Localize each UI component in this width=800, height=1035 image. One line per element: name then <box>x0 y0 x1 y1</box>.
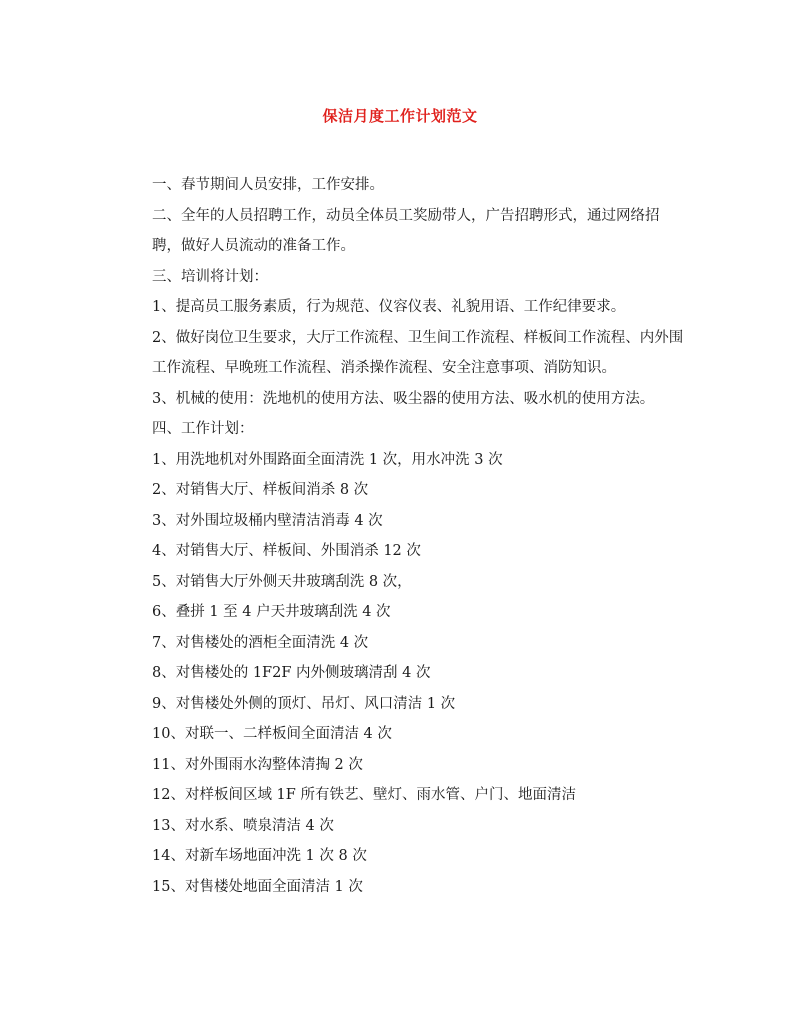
work-plan-item: 12、对样板间区域 1F 所有铁艺、壁灯、雨水管、户门、地面清洁 <box>152 787 576 803</box>
paragraph-training-2: 2、做好岗位卫生要求，大厅工作流程、卫生间工作流程、样板间工作流程、内外围工作流程、早晚班工作流程、消杀操作流程、安全注意事项、消防知识。 <box>152 329 684 376</box>
paragraph-recruitment: 二、全年的人员招聘工作，动员全体员工奖励带人，广告招聘形式，通过网络招聘，做好人员流动的准备工作。 <box>152 207 660 254</box>
paragraph-work-plan-heading: 四、工作计划： <box>152 421 254 437</box>
work-plan-item: 11、对外围雨水沟整体清掏 2 次 <box>152 756 363 773</box>
work-plan-item: 10、对联一、二样板间全面清洁 4 次 <box>152 726 392 742</box>
work-plan-item: 15、对售楼处地面全面清洁 1 次 <box>152 878 363 895</box>
work-plan-item: 4、对销售大厅、样板间、外围消杀 12 次 <box>152 543 421 559</box>
work-plan-item: 7、对售楼处的酒柜全面清洗 4 次 <box>152 634 369 651</box>
paragraph-training-1: 1、提高员工服务素质，行为规范、仪容仪表、礼貌用语、工作纪律要求。 <box>152 299 626 315</box>
work-plan-item: 13、对水系、喷泉清洁 4 次 <box>152 817 334 834</box>
document-title: 保洁月度工作计划范文 <box>322 107 478 125</box>
document-body <box>122 170 688 902</box>
work-plan-item: 1、用洗地机对外围路面全面清洗 1 次，用水冲洗 3 次 <box>152 451 503 468</box>
paragraph-spring-festival: 一、春节期间人员安排，工作安排。 <box>152 177 384 193</box>
work-plan-item: 5、对销售大厅外侧天井玻璃刮洗 8 次， <box>152 573 412 590</box>
work-plan-item: 2、对销售大厅、样板间消杀 8 次 <box>152 482 369 498</box>
work-plan-item: 8、对售楼处的 1F2F 内外侧玻璃清刮 4 次 <box>152 665 431 681</box>
work-plan-item: 3、对外围垃圾桶内壁清洁消毒 4 次 <box>152 512 383 529</box>
paragraph-training-heading: 三、培训将计划： <box>152 268 268 285</box>
work-plan-item: 6、叠拼 1 至 4 户天井玻璃刮洗 4 次 <box>152 604 391 620</box>
work-plan-item: 9、对售楼处外侧的顶灯、吊灯、风口清洁 1 次 <box>152 695 456 712</box>
paragraph-training-3: 3、机械的使用：洗地机的使用方法、吸尘器的使用方法、吸水机的使用方法。 <box>152 390 655 407</box>
work-plan-item: 14、对新车场地面冲洗 1 次 8 次 <box>152 848 367 864</box>
